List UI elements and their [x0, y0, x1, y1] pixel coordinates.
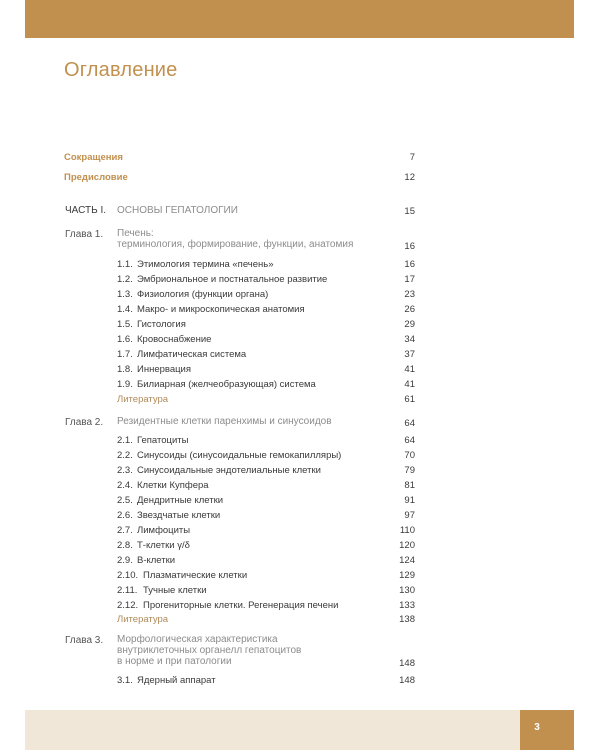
chapter-title-line[interactable]: Печень:: [117, 228, 154, 239]
chapter-title-line[interactable]: Морфологическая характеристика: [117, 634, 278, 645]
section-title[interactable]: Звездчатые клетки: [137, 510, 221, 521]
section-number: 2.12.: [117, 600, 139, 611]
toc-page: 124: [399, 555, 415, 566]
section-title[interactable]: Плазматические клетки: [143, 570, 248, 581]
section-number: 1.1.: [117, 259, 133, 270]
section-title[interactable]: Билиарная (желчеобразующая) система: [137, 379, 316, 390]
toc-page: 12: [404, 172, 415, 183]
section-title[interactable]: Дендритные клетки: [137, 495, 224, 506]
section-title[interactable]: Ядерный аппарат: [137, 675, 216, 686]
section-title[interactable]: В-клетки: [137, 555, 176, 566]
toc-page: 133: [399, 600, 415, 611]
toc-page: 61: [404, 394, 415, 405]
toc-page: 120: [399, 540, 415, 551]
toc-page: 148: [399, 658, 415, 669]
chapter-title-line[interactable]: терминология, формирование, функции, анатомия: [117, 239, 354, 250]
section-number: 2.8.: [117, 540, 133, 551]
toc-page: 64: [404, 418, 415, 429]
section-number: 2.2.: [117, 450, 133, 461]
literature-entry[interactable]: Литература: [117, 614, 169, 625]
section-title[interactable]: Лимфоциты: [137, 525, 191, 536]
chapter-title-line[interactable]: внутриклеточных органелл гепатоцитов: [117, 645, 302, 656]
section-title[interactable]: Т-клетки γ/δ: [137, 540, 190, 551]
toc-page: 138: [399, 614, 415, 625]
toc-page: 23: [404, 289, 415, 300]
toc-page: 97: [404, 510, 415, 521]
section-number: 1.6.: [117, 334, 133, 345]
section-number: 2.5.: [117, 495, 133, 506]
section-title[interactable]: Макро- и микроскопическая анатомия: [137, 304, 305, 315]
chapter-title-line[interactable]: в норме и при патологии: [117, 656, 232, 667]
section-number: 2.4.: [117, 480, 133, 491]
toc-page: 7: [409, 152, 415, 163]
section-title[interactable]: Кровоснабжение: [137, 334, 212, 345]
page-number-box: [520, 710, 574, 750]
section-number: 1.2.: [117, 274, 133, 285]
toc-page: 64: [404, 435, 415, 446]
toc-page: 130: [399, 585, 415, 596]
section-number: 2.9.: [117, 555, 133, 566]
toc-page: 129: [399, 570, 415, 581]
chapter-title[interactable]: Резидентные клетки паренхимы и синусоидов: [117, 416, 332, 427]
toc-page: 16: [404, 241, 415, 252]
section-title[interactable]: Прогениторные клетки. Регенерация печени: [143, 600, 339, 611]
section-number: 1.3.: [117, 289, 133, 300]
section-number: 2.11.: [117, 585, 138, 596]
page-number: 3: [534, 722, 540, 733]
toc-entry-abbreviations[interactable]: Сокращения: [64, 152, 123, 163]
section-number: 1.9.: [117, 379, 133, 390]
toc-page: 148: [399, 675, 415, 686]
toc-entry-preface[interactable]: Предисловие: [64, 172, 128, 183]
toc-page: 41: [404, 379, 415, 390]
section-number: 2.3.: [117, 465, 133, 476]
toc-page: 110: [399, 525, 415, 536]
toc-page: 81: [404, 480, 415, 491]
toc-page: 79: [404, 465, 415, 476]
section-number: 3.1.: [117, 675, 133, 686]
toc-page: 29: [404, 319, 415, 330]
section-number: 2.7.: [117, 525, 133, 536]
header-band: [25, 0, 574, 38]
section-title[interactable]: Лимфатическая система: [137, 349, 247, 360]
section-title[interactable]: Эмбриональное и постнатальное развитие: [137, 274, 328, 285]
toc-page: 37: [404, 349, 415, 360]
part-label: ЧАСТЬ I.: [65, 205, 107, 216]
chapter-label: Глава 1.: [65, 229, 104, 240]
toc-page: 34: [404, 334, 415, 345]
toc-page: 70: [404, 450, 415, 461]
section-number: 1.4.: [117, 304, 133, 315]
section-number: 1.7.: [117, 349, 133, 360]
page-title: Оглавление: [64, 59, 178, 81]
section-title[interactable]: Синусоиды (синусоидальные гемокапилляры): [137, 450, 342, 461]
toc-page: 17: [404, 274, 415, 285]
part-title[interactable]: ОСНОВЫ ГЕПАТОЛОГИИ: [117, 205, 238, 216]
toc-page: 15: [404, 206, 415, 217]
section-title[interactable]: Гистология: [137, 319, 186, 330]
section-number: 1.8.: [117, 364, 133, 375]
section-title[interactable]: Гепатоциты: [137, 435, 189, 446]
section-title[interactable]: Этимология термина «печень»: [137, 259, 274, 270]
toc-page: 91: [404, 495, 415, 506]
section-number: 1.5.: [117, 319, 133, 330]
section-number: 2.1.: [117, 435, 133, 446]
section-number: 2.6.: [117, 510, 133, 521]
section-title[interactable]: Клетки Купфера: [137, 480, 209, 491]
toc-page: 41: [404, 364, 415, 375]
section-number: 2.10.: [117, 570, 139, 581]
section-title[interactable]: Физиология (функции органа): [137, 289, 269, 300]
section-title[interactable]: Тучные клетки: [143, 585, 207, 596]
chapter-label: Глава 2.: [65, 417, 104, 428]
toc-page: 16: [404, 259, 415, 270]
literature-entry[interactable]: Литература: [117, 394, 169, 405]
section-title[interactable]: Синусоидальные эндотелиальные клетки: [137, 465, 321, 476]
toc-page: 26: [404, 304, 415, 315]
section-title[interactable]: Иннервация: [137, 364, 192, 375]
footer-band: [25, 710, 574, 750]
chapter-label: Глава 3.: [65, 635, 104, 646]
